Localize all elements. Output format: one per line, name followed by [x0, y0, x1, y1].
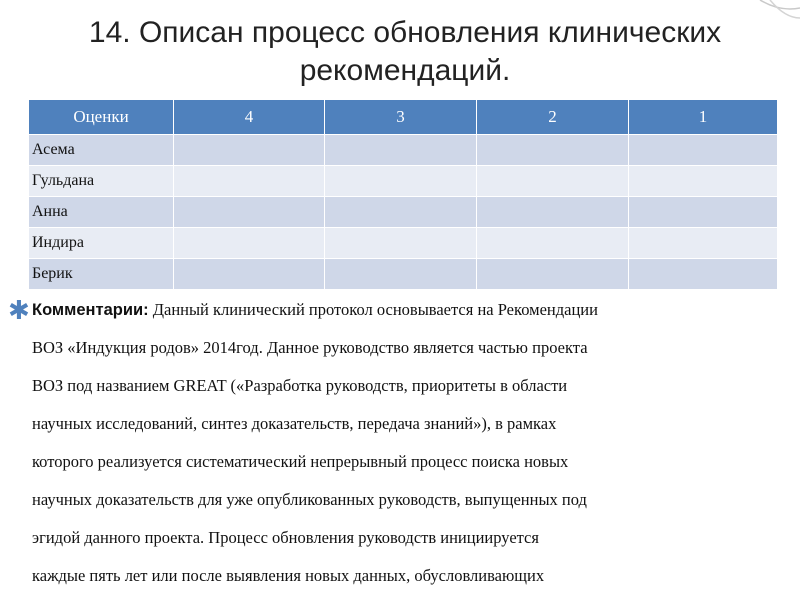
table-row: [29, 228, 778, 259]
grade-cell: [629, 259, 778, 290]
grade-cell: [477, 166, 629, 197]
row-name: Индира: [29, 228, 174, 259]
grade-cell: [174, 197, 325, 228]
grade-cell: [477, 197, 629, 228]
header-cell-4: 4: [174, 100, 325, 135]
grade-cell: [629, 166, 778, 197]
row-name: Асема: [29, 135, 174, 166]
comment-line: ВОЗ под названием GREAT («Разработка руководств, приоритеты в области: [32, 376, 568, 395]
comment-line: ВОЗ «Индукция родов» 2014год. Данное руководство является частью проекта: [32, 338, 588, 357]
asterisk-bullet-icon: ✱: [8, 296, 30, 326]
comment-paragraph: [32, 291, 780, 595]
comment-line: [32, 291, 780, 329]
comment-line: научных доказательств для уже опубликованных руководств, выпущенных под: [32, 490, 587, 509]
header-cell-1: 1: [629, 100, 778, 135]
header-cell-2: 2: [477, 100, 629, 135]
grade-cell: [477, 228, 629, 259]
grade-cell: [325, 166, 477, 197]
grade-cell: [477, 135, 629, 166]
row-name: Гульдана: [29, 166, 174, 197]
grade-cell: [325, 228, 477, 259]
table-row: [29, 259, 778, 290]
header-cell-3: 3: [325, 100, 477, 135]
grade-cell: [325, 197, 477, 228]
comment-text: Данный клинический протокол основывается на Рекомендации: [148, 300, 598, 319]
grade-cell: [629, 197, 778, 228]
slide-title: 14. Описан процесс обновления клинических рекомендаций.: [88, 16, 722, 87]
comment-line: которого реализуется систематический непрерывный процесс поиска новых: [32, 452, 569, 471]
grade-cell: [629, 228, 778, 259]
grade-cell: [174, 166, 325, 197]
grade-cell: [629, 135, 778, 166]
header-cell-grades: Оценки: [29, 100, 174, 135]
grade-cell: [325, 259, 477, 290]
table-row: [29, 197, 778, 228]
comment-line: эгидой данного проекта. Процесс обновления руководств инициируется: [32, 528, 539, 547]
table-row: [29, 135, 778, 166]
table-header-row: [29, 100, 778, 135]
grade-cell: [477, 259, 629, 290]
table-row: [29, 166, 778, 197]
comment-line: научных исследований, синтез доказательств, передача знаний»), в рамках: [32, 414, 557, 433]
comment-label: Комментарии:: [32, 301, 149, 319]
row-name: Анна: [29, 197, 174, 228]
grade-cell: [174, 228, 325, 259]
grade-cell: [174, 259, 325, 290]
grade-cell: [174, 135, 325, 166]
grade-cell: [325, 135, 477, 166]
grades-table: [28, 99, 778, 290]
row-name: Берик: [29, 259, 174, 290]
comment-line: каждые пять лет или после выявления новых данных, обусловливающих: [32, 566, 545, 585]
